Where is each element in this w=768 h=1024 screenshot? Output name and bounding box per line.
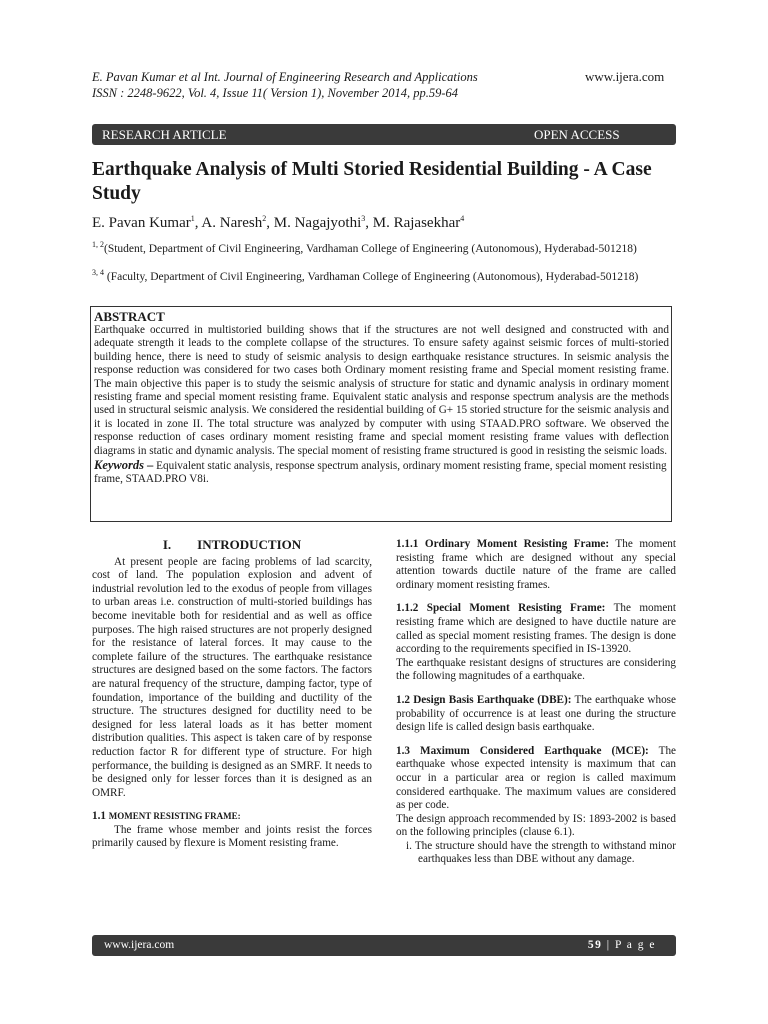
subsection-title: 1.2 Design Basis Earthquake (DBE): bbox=[396, 693, 572, 706]
subsection-text: The earthquake whose probability of occurrence is at least one during the structure design life is called design basis earthquake. bbox=[396, 693, 676, 734]
author-name: A. Naresh bbox=[201, 215, 263, 231]
article-banner bbox=[92, 124, 676, 145]
affiliation-1 bbox=[92, 238, 676, 256]
paper-title: Earthquake Analysis of Multi Storied Residential Building - A Case Study bbox=[92, 159, 652, 204]
subsection-1-2 bbox=[396, 694, 676, 735]
subsection-1-1-heading bbox=[92, 810, 372, 824]
subsection-number: 1.1 bbox=[92, 810, 106, 823]
author-name: M. Nagajyothi bbox=[273, 215, 362, 231]
keywords-label: Keywords – bbox=[94, 458, 154, 473]
page-num: 59 bbox=[587, 939, 603, 951]
page-label: | P a g e bbox=[602, 939, 656, 951]
subsection-title: 1.1.1 Ordinary Moment Resisting Frame: bbox=[396, 538, 610, 550]
abstract-box bbox=[90, 306, 672, 522]
author-name: E. Pavan Kumar bbox=[92, 215, 191, 231]
affiliation-2 bbox=[92, 266, 676, 284]
journal-citation bbox=[92, 69, 572, 101]
subsection-text: The earthquake whose expected intensity is maximum that can occur in a particular area or region is called maximum considered earthquake. The maximum values are considered as per code. bbox=[396, 744, 676, 812]
affiliation-sup: 3, 4 bbox=[92, 268, 104, 277]
subsection-title: MOMENT RESISTING FRAME: bbox=[108, 811, 241, 822]
left-column bbox=[92, 538, 372, 851]
page-footer bbox=[92, 935, 676, 956]
keywords bbox=[94, 459, 669, 487]
research-article-label: RESEARCH ARTICLE bbox=[102, 127, 227, 142]
author-sup: 2 bbox=[262, 214, 267, 223]
right-column bbox=[396, 538, 676, 867]
subsection-text: The moment resisting frame which are designed to have ductile nature are called as special moment resisting frames. The design is done according to the requirements specified in IS-13920. bbox=[396, 602, 677, 656]
affiliation-text: (Student, Department of Civil Engineering, Vardhaman College of Engineering (Autonomous), Hyderabad-501218) bbox=[104, 242, 637, 255]
list-item: i. The structure should have the strength to withstand minor earthquakes less than DBE without any damage. bbox=[406, 839, 676, 866]
abstract-heading: ABSTRACT bbox=[94, 309, 165, 324]
author-sup: 1 bbox=[190, 214, 195, 223]
subsection-1-1-1 bbox=[396, 538, 676, 592]
subsection-1-3 bbox=[396, 745, 676, 813]
subsection-text: The moment resisting frame which are designed without any special attention towards ductile nature of the frame are called ordinary moment resisting frames. bbox=[396, 538, 676, 591]
section-heading-introduction: I. INTRODUCTION bbox=[162, 537, 302, 552]
journal-line-1: E. Pavan Kumar et al Int. Journal of Engineering Research and Applications bbox=[92, 70, 478, 84]
abstract-text: Earthquake occurred in multistoried building shows that if the structures are not well designed and constructed with and adequate strength it leads to the complete collapse of the structures. To ensure safety against seismic forces of multi-storied building hence, there is need to study of seismic analysis to design earthquake resistance structures. In seismic analysis the response reduction was considered for two cases both Ordinary moment resisting frame and Special moment resisting frame. The main objective this paper is to study the seismic analysis of structure for static and dynamic analysis in ordinary moment resisting frame and special moment resisting frame. Equivalent static analysis and response spectrum analysis are the methods used in structural seismic analysis. We considered the residential building of G+ 15 storied structure for the seismic analysis and it is located in zone II. The total structure was analyzed by computer with using STAAD.PRO software. We observed the response reduction of cases ordinary moment resisting frame and special moment resisting frame values with deflection diagrams in static and dynamic analysis. The special moment of resisting frame structured is good in resisting the seismic loads. bbox=[94, 324, 669, 457]
author-list: E. Pavan Kumar$^1$, A. Naresh$^2$, M. Nagajyothi$^3$, M. Rajasekhar$^4$ bbox=[92, 214, 465, 231]
open-access-label: OPEN ACCESS bbox=[534, 127, 620, 142]
journal-line-2: ISSN : 2248-9622, Vol. 4, Issue 11( Version 1), November 2014, pp.59-64 bbox=[92, 86, 459, 100]
header-url[interactable]: www.ijera.com bbox=[585, 69, 665, 84]
subsection-1-1-text: The frame whose member and joints resist the forces primarily caused by flexure is Moment resisting frame. bbox=[92, 823, 372, 850]
paragraph: The design approach recommended by IS: 1893-2002 is based on the following principles (clause 6.1). bbox=[396, 812, 676, 839]
author-sup: 3 bbox=[361, 214, 366, 223]
author-sup: 4 bbox=[460, 214, 465, 223]
intro-paragraph: At present people are facing problems of lad scarcity, cost of land. The population explosion and advent of industrial revolution led to the exodus of people from villages to urban areas i.e. construction of multi-storied buildings has become inevitable both for residential and as well as office purposes. The high raised structures are not properly designed for the resistance of lateral forces. It may cause to the complete failure of the structures. The earthquake resistance structures are designed based on the some factors. The factors are natural frequency of the structure, damping factor, type of foundation, importance of the building and ductility of the structure. The structures designed for ductility need to be designed for less lateral loads as it has better moment distribution qualities. This aspect is taken care of by response reduction factor R for different type of structure. For high performance, the building is designed as an SMRF. It needs to be designed only for lesser forces than it is designed as an OMRF. bbox=[92, 555, 372, 799]
subsection-title: 1.3 Maximum Considered Earthquake (MCE): bbox=[396, 744, 649, 757]
paragraph: The earthquake resistant designs of structures are considering the following magnitudes of a earthquake. bbox=[396, 656, 676, 683]
affiliation-sup: 1, 2 bbox=[92, 240, 104, 249]
page-number bbox=[588, 939, 656, 951]
author-name: M. Rajasekhar bbox=[372, 215, 461, 231]
subsection-title: 1.1.2 Special Moment Resisting Frame: bbox=[396, 602, 606, 615]
subsection-1-1-2 bbox=[396, 602, 676, 656]
footer-url[interactable]: www.ijera.com bbox=[104, 939, 175, 951]
affiliation-text: (Faculty, Department of Civil Engineering, Vardhaman College of Engineering (Autonomous), Hyderabad-501218) bbox=[104, 270, 639, 283]
keywords-text: Equivalent static analysis, response spectrum analysis, ordinary moment resisting frame, special moment resisting frame, STAAD.PRO V8i. bbox=[94, 460, 667, 486]
